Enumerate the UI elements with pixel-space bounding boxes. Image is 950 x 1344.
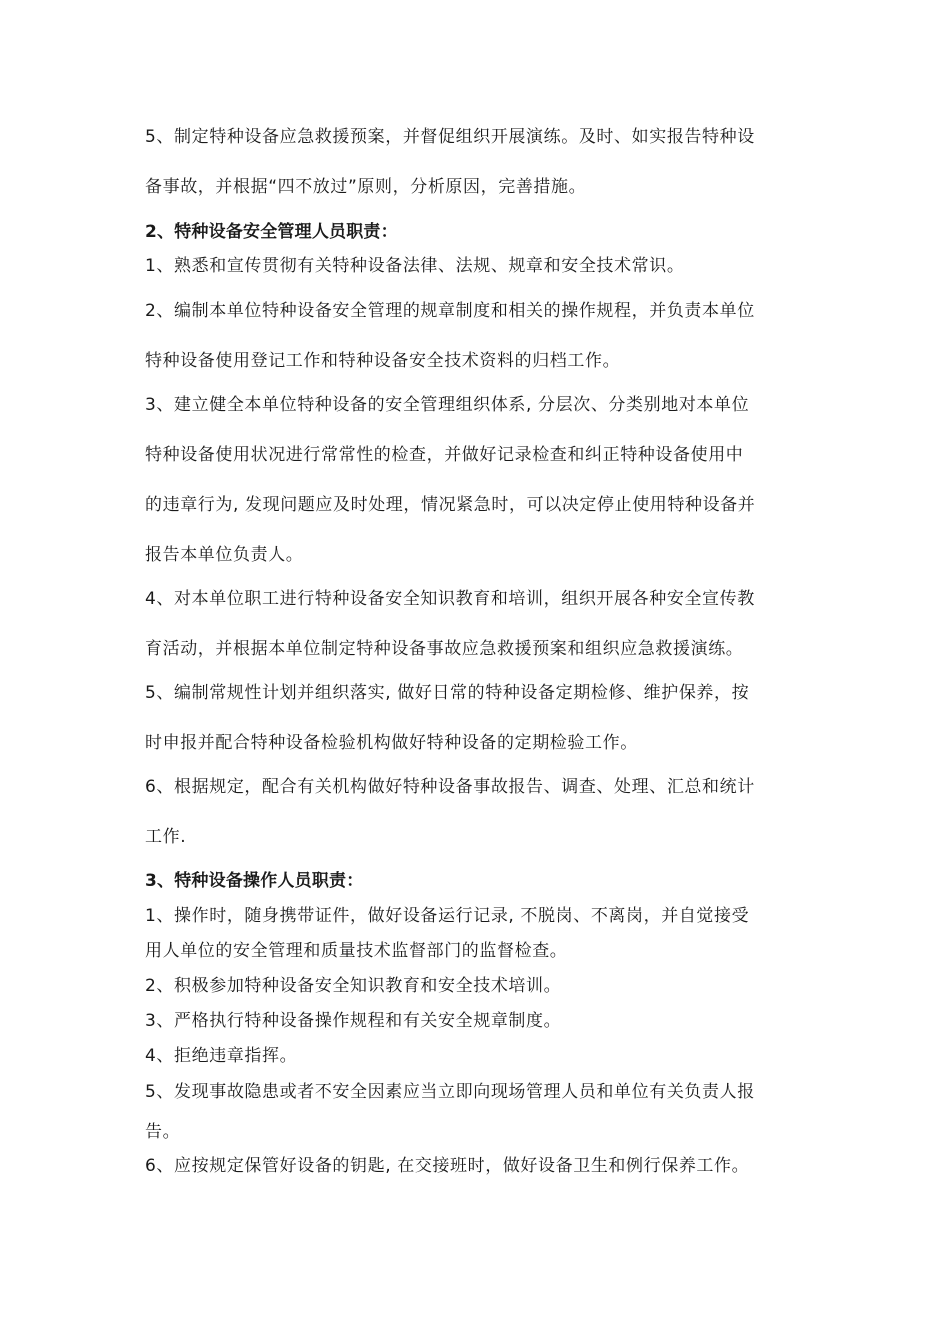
text-line: 1、操作时，随身携带证件，做好设备运行记录, 不脱岗、不离岗，并自觉接受: [145, 906, 750, 926]
text-line: 4、对本单位职工进行特种设备安全知识教育和培训，组织开展各种安全宣传教: [145, 589, 755, 609]
section-heading: 3、特种设备操作人员职责：: [145, 871, 364, 891]
text-line: 报告本单位负责人。: [145, 545, 304, 565]
text-line: 3、严格执行特种设备操作规程和有关安全规章制度。: [145, 1011, 562, 1031]
text-line: 育活动，并根据本单位制定特种设备事故应急救援预案和组织应急救援演练。: [145, 639, 744, 659]
text-line: 备事故，并根据“四不放过”原则，分析原因，完善措施。: [145, 177, 587, 197]
text-line: 2、积极参加特种设备安全知识教育和安全技术培训。: [145, 976, 562, 996]
text-line: 告。: [145, 1122, 181, 1142]
text-line: 特种设备使用登记工作和特种设备安全技术资料的归档工作。: [145, 351, 621, 371]
text-line: 用人单位的安全管理和质量技术监督部门的监督检查。: [145, 941, 568, 961]
text-line: 2、编制本单位特种设备安全管理的规章制度和相关的操作规程，并负责本单位: [145, 301, 755, 321]
text-line: 工作.: [145, 827, 187, 847]
text-line: 4、拒绝违章指挥。: [145, 1046, 298, 1066]
text-line: 时申报并配合特种设备检验机构做好特种设备的定期检验工作。: [145, 733, 638, 753]
text-line: 6、应按规定保管好设备的钥匙, 在交接班时，做好设备卫生和例行保养工作。: [145, 1156, 750, 1176]
text-line: 5、发现事故隐患或者不安全因素应当立即向现场管理人员和单位有关负责人报: [145, 1082, 755, 1102]
section-heading: 2、特种设备安全管理人员职责：: [145, 222, 398, 242]
text-line: 6、根据规定，配合有关机构做好特种设备事故报告、调查、处理、汇总和统计: [145, 777, 755, 797]
text-line: 3、建立健全本单位特种设备的安全管理组织体系, 分层次、分类别地对本单位: [145, 395, 750, 415]
text-line: 5、制定特种设备应急救援预案，并督促组织开展演练。及时、如实报告特种设: [145, 127, 755, 147]
text-line: 特种设备使用状况进行常常性的检查，并做好记录检查和纠正特种设备使用中: [145, 445, 744, 465]
text-line: 1、熟悉和宣传贯彻有关特种设备法律、法规、规章和安全技术常识。: [145, 256, 685, 276]
text-line: 5、编制常规性计划并组织落实, 做好日常的特种设备定期检修、维护保养，按: [145, 683, 750, 703]
text-line: 的违章行为, 发现问题应及时处理，情况紧急时，可以决定停止使用特种设备并: [145, 495, 756, 515]
